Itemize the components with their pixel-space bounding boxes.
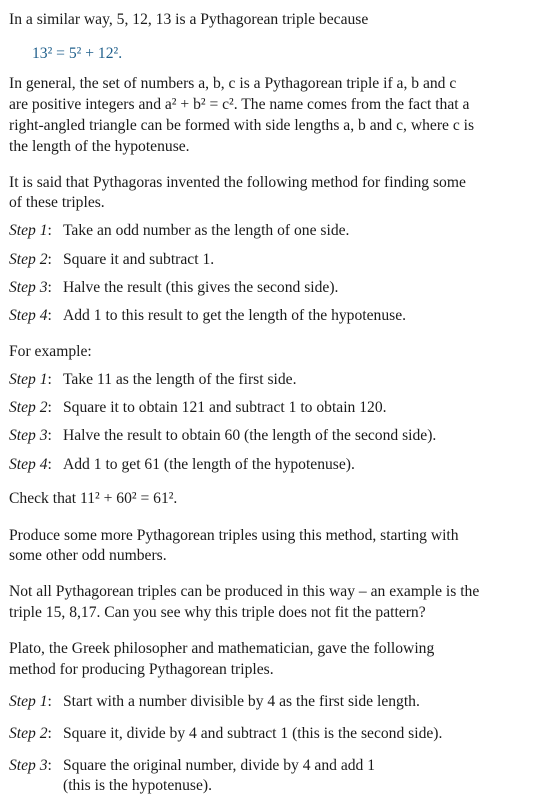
- step-label: Step 1: [9, 371, 48, 388]
- step-label: Step 1: [9, 222, 48, 239]
- step-label: Step 4: [9, 456, 48, 473]
- example-step-1: Step 1: Take 11 as the length of the first side.: [9, 371, 297, 388]
- equation-13-5-12: 13² = 5² + 12².: [32, 45, 123, 62]
- not-all-line: triple 15, 8,17. Can you see why this triple does not fit the pattern?: [9, 604, 426, 621]
- step-text: Halve the result (this gives the second side).: [63, 279, 339, 296]
- step-text: Halve the result to obtain 60 (the length of the second side).: [63, 427, 437, 444]
- general-line: right-angled triangle can be formed with side lengths a, b and c, where c is: [9, 117, 475, 134]
- example-step-2: Step 2: Square it to obtain 121 and subtract 1 to obtain 120.: [9, 399, 387, 416]
- for-example-label: For example:: [9, 343, 92, 360]
- step-label: Step 2: [9, 251, 48, 268]
- step-label: Step 2: [9, 725, 48, 742]
- plato-step-2: Step 2: Square it, divide by 4 and subtract 1 (this is the second side).: [9, 725, 443, 742]
- step-text: Take an odd number as the length of one side.: [63, 222, 350, 239]
- step-label: Step 1: [9, 693, 48, 710]
- plato-step-1: Step 1: Start with a number divisible by 4 as the first side length.: [9, 693, 420, 710]
- produce-line: Produce some more Pythagorean triples using this method, starting with: [9, 527, 459, 544]
- step-text: Square it to obtain 121 and subtract 1 to obtain 120.: [63, 399, 387, 416]
- not-all-line: Not all Pythagorean triples can be produced in this way – an example is the: [9, 583, 480, 600]
- step-label: Step 4: [9, 307, 48, 324]
- check-sentence: Check that 11² + 60² = 61².: [9, 490, 178, 507]
- step-text: Add 1 to this result to get the length of the hypotenuse.: [63, 307, 407, 324]
- plato-step-3-continuation: (this is the hypotenuse).: [63, 777, 212, 794]
- example-step-3: Step 3: Halve the result to obtain 60 (the length of the second side).: [9, 427, 437, 444]
- intro-line: It is said that Pythagoras invented the following method for finding some: [9, 174, 466, 191]
- intro-line: of these triples.: [9, 194, 105, 211]
- step-text: Square it and subtract 1.: [63, 251, 215, 268]
- general-line: In general, the set of numbers a, b, c is a Pythagorean triple if a, b and c: [9, 75, 457, 92]
- step-label: Step 3: [9, 757, 48, 774]
- plato-line: Plato, the Greek philosopher and mathematician, gave the following: [9, 640, 435, 657]
- step-label: Step 3: [9, 427, 48, 444]
- step-text: Square it, divide by 4 and subtract 1 (this is the second side).: [63, 725, 443, 742]
- intro-sentence: In a similar way, 5, 12, 13 is a Pythagorean triple because: [9, 11, 369, 28]
- example-step-4: Step 4: Add 1 to get 61 (the length of the hypotenuse).: [9, 456, 355, 473]
- step-text: Add 1 to get 61 (the length of the hypotenuse).: [63, 456, 355, 473]
- general-line: are positive integers and a² + b² = c². The name comes from the fact that a: [9, 96, 470, 113]
- general-line: the length of the hypotenuse.: [9, 138, 190, 155]
- step-label: Step 2: [9, 399, 48, 416]
- plato-line: method for producing Pythagorean triples.: [9, 661, 274, 678]
- produce-line: some other odd numbers.: [9, 547, 167, 564]
- method-step-1: Step 1: Take an odd number as the length of one side.: [9, 222, 350, 239]
- method-step-2: Step 2: Square it and subtract 1.: [9, 251, 215, 268]
- plato-step-3: Step 3: Square the original number, divide by 4 and add 1: [9, 757, 376, 774]
- step-text: Take 11 as the length of the first side.: [63, 371, 297, 388]
- method-step-3: Step 3: Halve the result (this gives the second side).: [9, 279, 339, 296]
- step-label: Step 3: [9, 279, 48, 296]
- method-step-4: Step 4: Add 1 to this result to get the length of the hypotenuse.: [9, 307, 407, 324]
- step-text: Start with a number divisible by 4 as the first side length.: [63, 693, 420, 710]
- step-text: Square the original number, divide by 4 and add 1: [63, 757, 376, 774]
